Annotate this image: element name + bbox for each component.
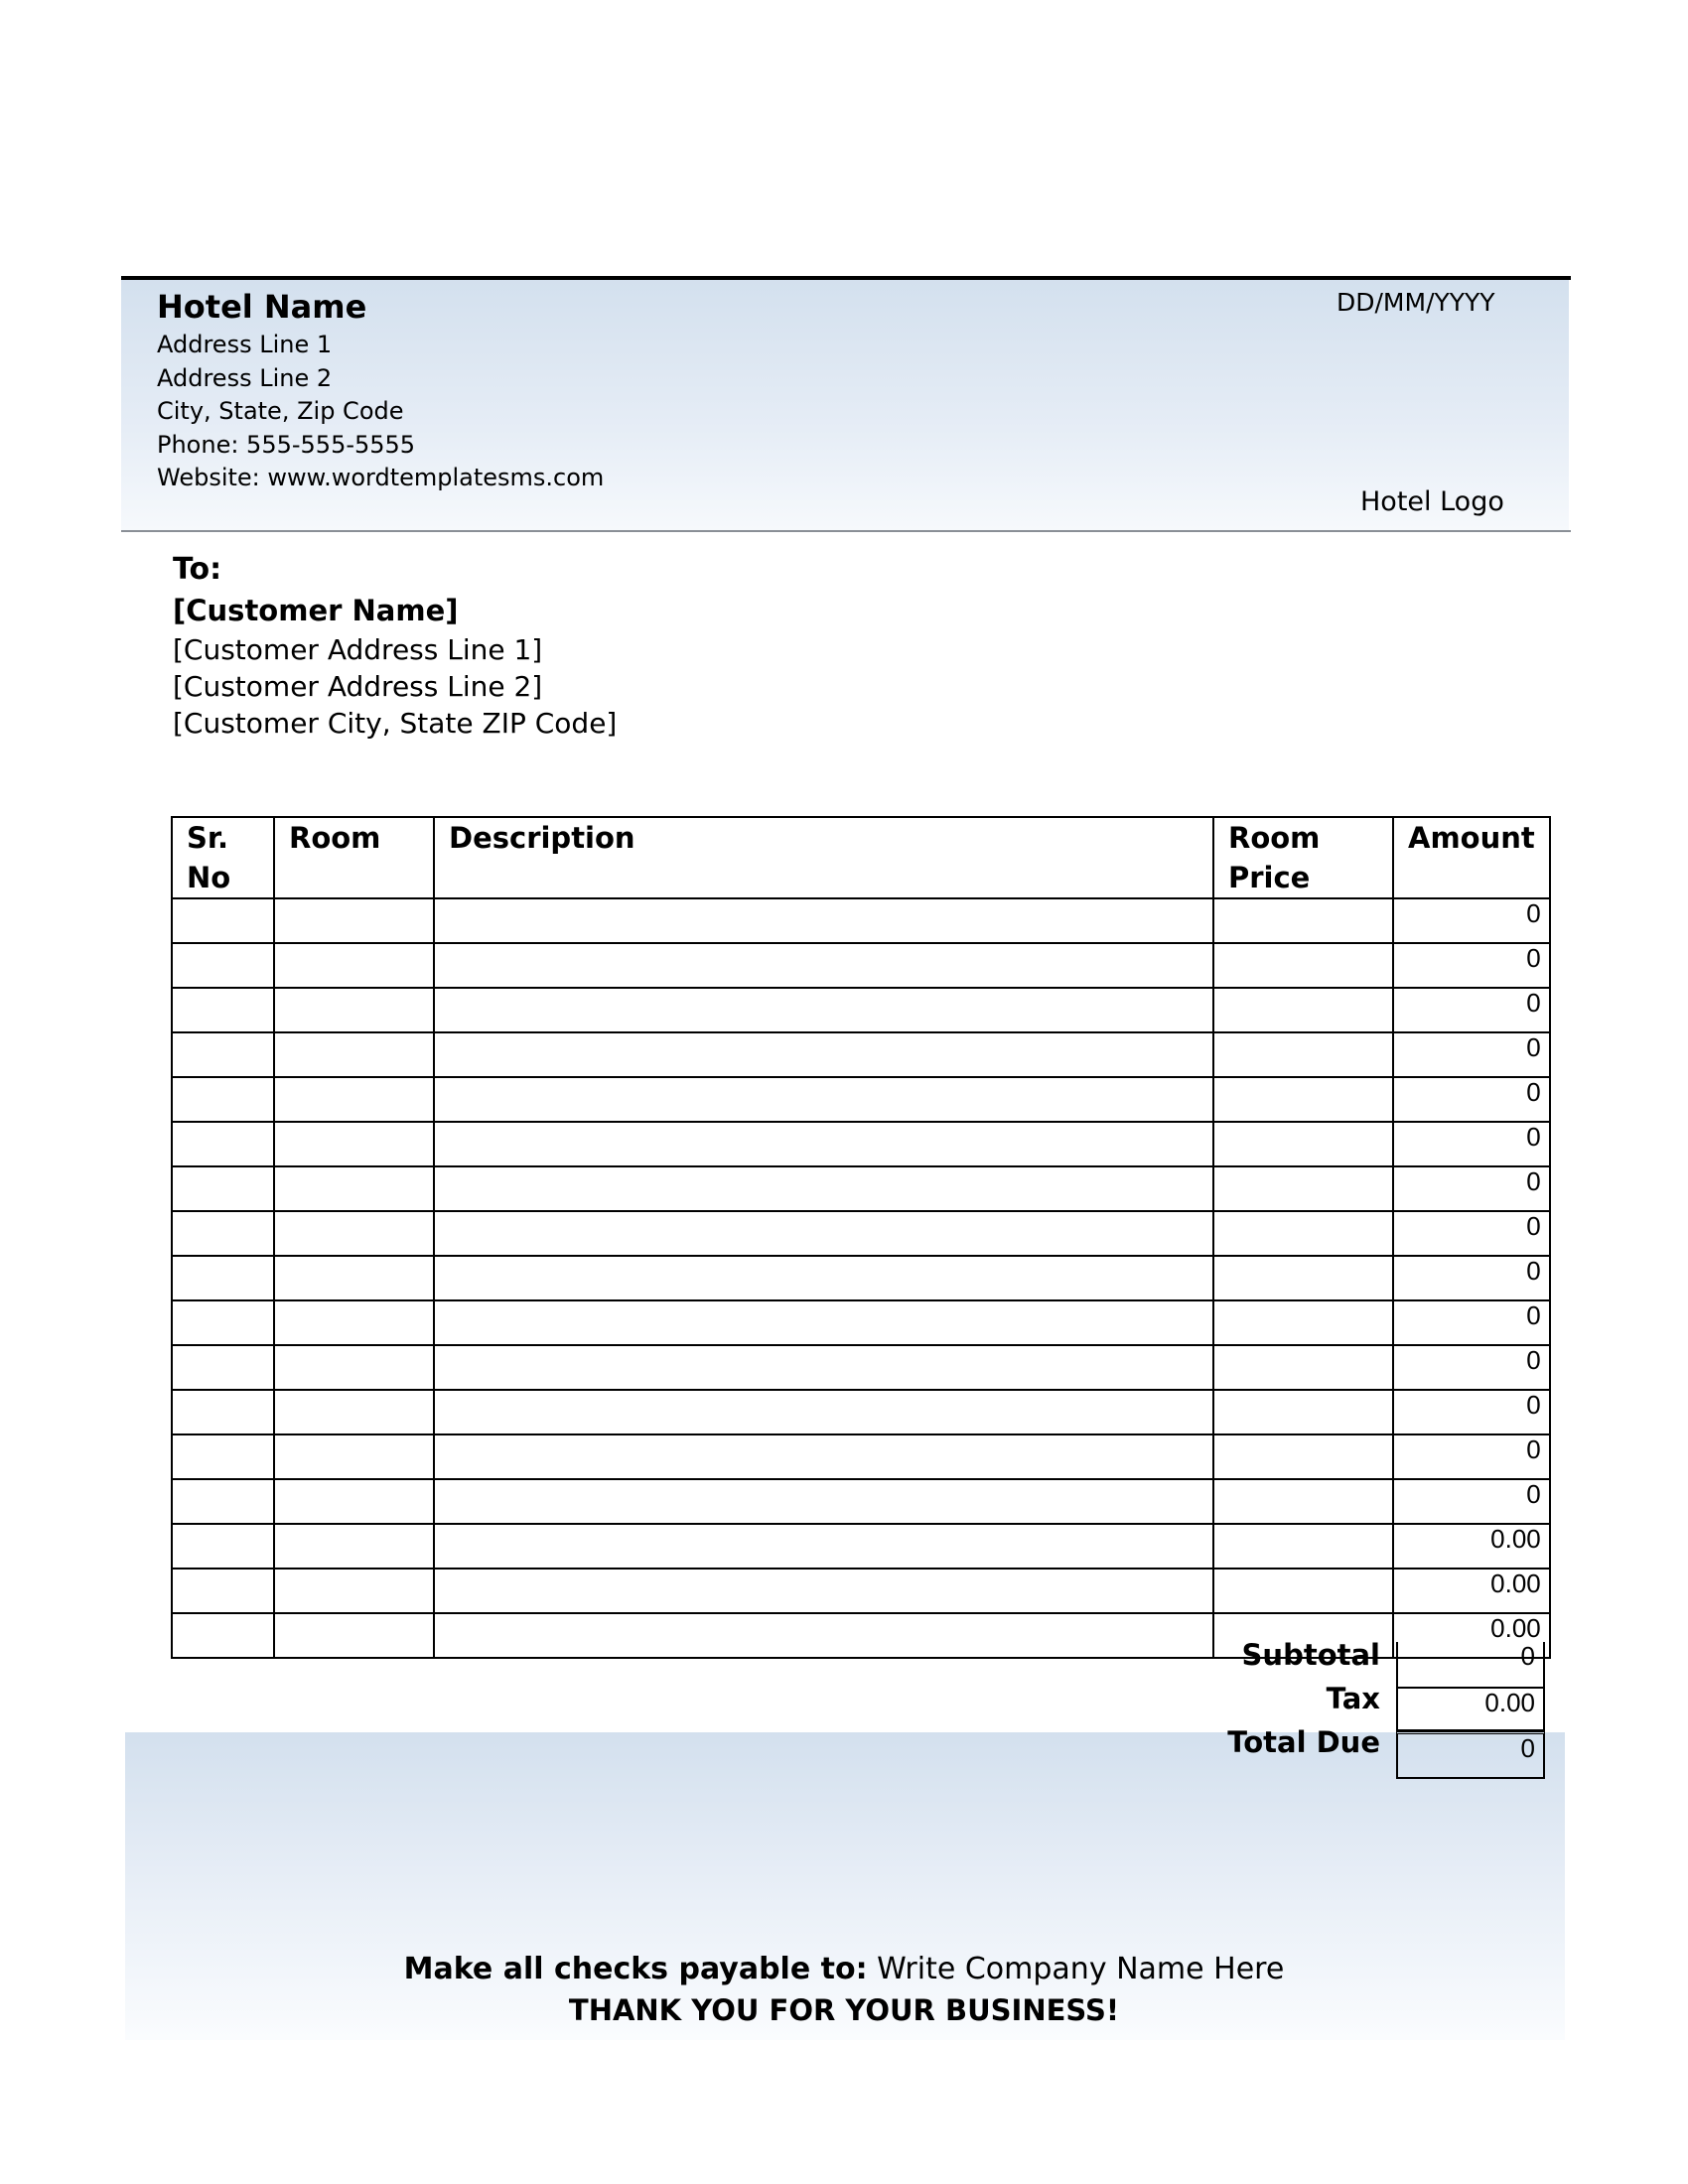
cell-description — [434, 1211, 1213, 1256]
cell-amount: 0 — [1393, 1345, 1550, 1390]
cell-description — [434, 1077, 1213, 1122]
cell-room — [274, 1524, 434, 1569]
column-header-sr-no: Sr. No — [172, 817, 274, 898]
cell-description — [434, 1256, 1213, 1300]
cell-amount: 0.00 — [1393, 1613, 1550, 1658]
cell-room-price — [1213, 988, 1393, 1032]
table-row — [172, 1077, 1550, 1122]
cell-room — [274, 1300, 434, 1345]
cell-room — [274, 1256, 434, 1300]
tax-label: Tax — [1326, 1682, 1380, 1715]
hotel-address-line-1: Address Line 1 — [157, 331, 333, 358]
cell-amount: 0 — [1393, 1256, 1550, 1300]
cell-room — [274, 898, 434, 943]
column-header-description: Description — [434, 817, 1213, 898]
table-row — [172, 1122, 1550, 1166]
thank-you-message: THANK YOU FOR YOUR BUSINESS! — [568, 1993, 1120, 2027]
cell-description — [434, 943, 1213, 988]
cell-room-price — [1213, 1211, 1393, 1256]
cell-room — [274, 1077, 434, 1122]
customer-name: [Customer Name] — [173, 594, 459, 627]
cell-sr-no — [172, 1390, 274, 1434]
cell-description — [434, 1122, 1213, 1166]
cell-amount: 0 — [1393, 1479, 1550, 1524]
subtotal-label: Subtotal — [1241, 1638, 1380, 1672]
cell-amount: 0 — [1393, 1166, 1550, 1211]
column-header-amount: Amount — [1393, 817, 1550, 898]
table-row — [172, 1256, 1550, 1300]
cell-sr-no — [172, 943, 274, 988]
cell-room — [274, 1613, 434, 1658]
invoice-date: DD/MM/YYYY — [1336, 288, 1495, 317]
cell-description — [434, 1434, 1213, 1479]
checks-payable-value: Write Company Name Here — [867, 1952, 1285, 1986]
cell-description — [434, 1300, 1213, 1345]
table-row — [172, 1569, 1550, 1613]
table-row — [172, 1032, 1550, 1077]
cell-amount: 0 — [1393, 943, 1550, 988]
cell-sr-no — [172, 1032, 274, 1077]
cell-sr-no — [172, 988, 274, 1032]
hotel-logo: Hotel Logo — [1360, 486, 1504, 517]
cell-description — [434, 898, 1213, 943]
cell-sr-no — [172, 898, 274, 943]
customer-address-line-2: [Customer Address Line 2] — [173, 670, 543, 703]
cell-room-price — [1213, 1434, 1393, 1479]
cell-sr-no — [172, 1077, 274, 1122]
cell-room — [274, 1345, 434, 1390]
cell-room — [274, 1166, 434, 1211]
to-label: To: — [173, 552, 222, 587]
hotel-phone: Phone: 555-555-5555 — [157, 431, 416, 459]
cell-room — [274, 1211, 434, 1256]
column-header-room-price: Room Price — [1213, 817, 1393, 898]
cell-description — [434, 1390, 1213, 1434]
table-row — [172, 1524, 1550, 1569]
cell-room-price — [1213, 1390, 1393, 1434]
cell-room — [274, 943, 434, 988]
total-due-value: 0 — [1396, 1731, 1545, 1779]
cell-sr-no — [172, 1479, 274, 1524]
tax-value: 0.00 — [1396, 1687, 1545, 1731]
cell-room — [274, 1390, 434, 1434]
cell-description — [434, 1524, 1213, 1569]
cell-sr-no — [172, 1613, 274, 1658]
cell-sr-no — [172, 1345, 274, 1390]
subtotal-value: 0 — [1396, 1642, 1545, 1687]
cell-room-price — [1213, 943, 1393, 988]
cell-amount: 0 — [1393, 1032, 1550, 1077]
cell-room-price — [1213, 1032, 1393, 1077]
cell-amount: 0 — [1393, 1434, 1550, 1479]
hotel-website: Website: www.wordtemplatesms.com — [157, 464, 605, 491]
cell-amount: 0 — [1393, 1390, 1550, 1434]
cell-room-price — [1213, 898, 1393, 943]
cell-room — [274, 1569, 434, 1613]
table-row — [172, 898, 1550, 943]
cell-sr-no — [172, 1122, 274, 1166]
cell-room-price — [1213, 1300, 1393, 1345]
cell-sr-no — [172, 1434, 274, 1479]
cell-sr-no — [172, 1300, 274, 1345]
cell-description — [434, 1166, 1213, 1211]
cell-amount: 0 — [1393, 1077, 1550, 1122]
cell-amount: 0 — [1393, 1211, 1550, 1256]
cell-room-price — [1213, 1524, 1393, 1569]
cell-room-price — [1213, 1122, 1393, 1166]
checks-payable-line — [0, 1952, 1688, 1986]
cell-sr-no — [172, 1211, 274, 1256]
cell-amount: 0 — [1393, 988, 1550, 1032]
table-header-row — [172, 817, 1550, 898]
cell-room-price — [1213, 1256, 1393, 1300]
cell-room — [274, 1032, 434, 1077]
table-row — [172, 1166, 1550, 1211]
header-top-rule — [121, 276, 1571, 280]
cell-room-price — [1213, 1345, 1393, 1390]
table-row — [172, 1479, 1550, 1524]
table-row — [172, 1211, 1550, 1256]
cell-description — [434, 988, 1213, 1032]
cell-description — [434, 1479, 1213, 1524]
cell-description — [434, 1569, 1213, 1613]
table-row — [172, 988, 1550, 1032]
cell-sr-no — [172, 1256, 274, 1300]
total-due-label: Total Due — [1227, 1725, 1380, 1759]
cell-room — [274, 988, 434, 1032]
items-table — [171, 816, 1551, 1659]
cell-room-price — [1213, 1479, 1393, 1524]
table-row — [172, 1390, 1550, 1434]
cell-room — [274, 1122, 434, 1166]
cell-room-price — [1213, 1166, 1393, 1211]
table-row — [172, 1300, 1550, 1345]
checks-payable-label: Make all checks payable to: — [403, 1952, 868, 1986]
table-row — [172, 1434, 1550, 1479]
cell-amount: 0.00 — [1393, 1524, 1550, 1569]
header-bottom-rule — [121, 530, 1571, 532]
hotel-name: Hotel Name — [157, 288, 367, 326]
cell-amount: 0 — [1393, 898, 1550, 943]
cell-amount: 0.00 — [1393, 1569, 1550, 1613]
cell-room — [274, 1434, 434, 1479]
cell-room — [274, 1479, 434, 1524]
cell-amount: 0 — [1393, 1300, 1550, 1345]
cell-sr-no — [172, 1166, 274, 1211]
column-header-room: Room — [274, 817, 434, 898]
hotel-city-state-zip: City, State, Zip Code — [157, 397, 404, 425]
cell-sr-no — [172, 1524, 274, 1569]
hotel-address-line-2: Address Line 2 — [157, 364, 333, 392]
cell-amount: 0 — [1393, 1122, 1550, 1166]
cell-room-price — [1213, 1077, 1393, 1122]
cell-description — [434, 1345, 1213, 1390]
cell-room-price — [1213, 1569, 1393, 1613]
customer-address-line-1: [Customer Address Line 1] — [173, 633, 543, 666]
cell-description — [434, 1032, 1213, 1077]
table-row — [172, 1345, 1550, 1390]
customer-city-state-zip: [Customer City, State ZIP Code] — [173, 707, 618, 740]
table-row — [172, 943, 1550, 988]
cell-sr-no — [172, 1569, 274, 1613]
